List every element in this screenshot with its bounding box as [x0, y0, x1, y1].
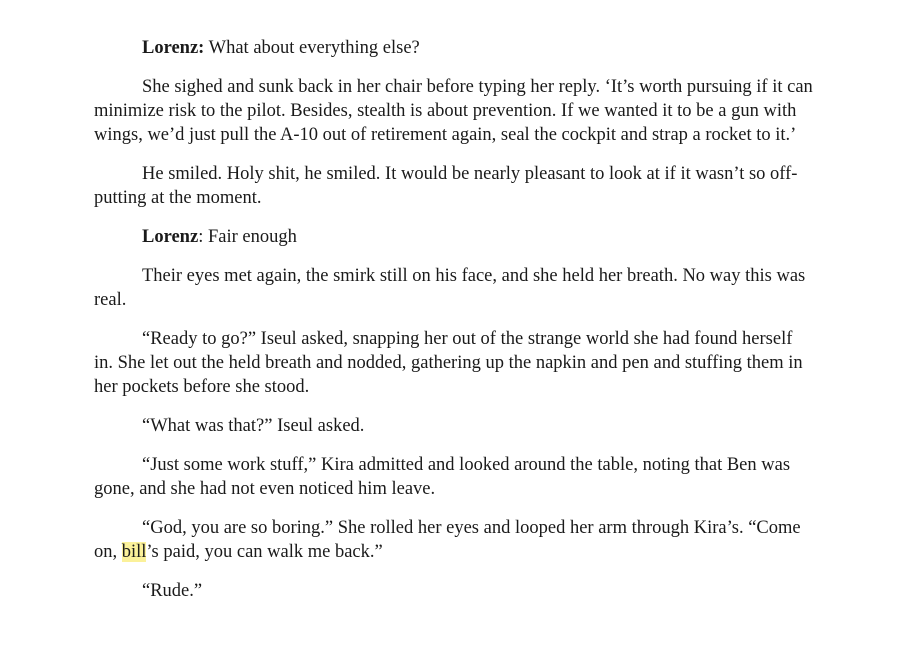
paragraph-text: ’s paid, you can walk me back.” — [146, 542, 383, 562]
paragraph-text: “God, you are so boring.” She rolled her eyes and looped her arm through Kira’s. “Come on, — [94, 518, 801, 562]
paragraph — [94, 516, 814, 564]
dialogue-text: What about everything else? — [204, 38, 420, 58]
speaker-name: Lorenz — [142, 227, 199, 247]
highlighted-word[interactable]: bill — [121, 542, 147, 562]
paragraph: She sighed and sunk back in her chair before typing her reply. ‘It’s worth pursuing if it can minimize risk to the pilot. Besides, stealth is about prevention. If we wanted it to be a gun with wings, we’d just pull the A-10 out of retirement again, seal the cockpit and strap a rocket to it.’ — [94, 77, 813, 145]
paragraph: “What was that?” Iseul asked. — [142, 416, 365, 436]
dialogue-line-lorenz-1 — [94, 36, 814, 60]
speaker-name: Lorenz: — [142, 38, 205, 58]
paragraph: “Ready to go?” Iseul asked, snapping her out of the strange world she had found herself in. She let out the held breath and nodded, gathering up the napkin and pen and stuffing them in her pockets before she stood. — [94, 329, 803, 397]
paragraph: “Rude.” — [142, 581, 203, 601]
dialogue-text: : Fair enough — [198, 227, 297, 247]
paragraph: “Just some work stuff,” Kira admitted and looked around the table, noting that Ben was gone, and she had not even noticed him leave. — [94, 455, 791, 499]
document-body — [94, 36, 814, 618]
paragraph: Their eyes met again, the smirk still on his face, and she held her breath. No way this was real. — [94, 266, 806, 310]
paragraph: He smiled. Holy shit, he smiled. It would be nearly pleasant to look at if it wasn’t so off-putting at the moment. — [94, 164, 798, 208]
dialogue-line-lorenz-2 — [94, 225, 814, 249]
